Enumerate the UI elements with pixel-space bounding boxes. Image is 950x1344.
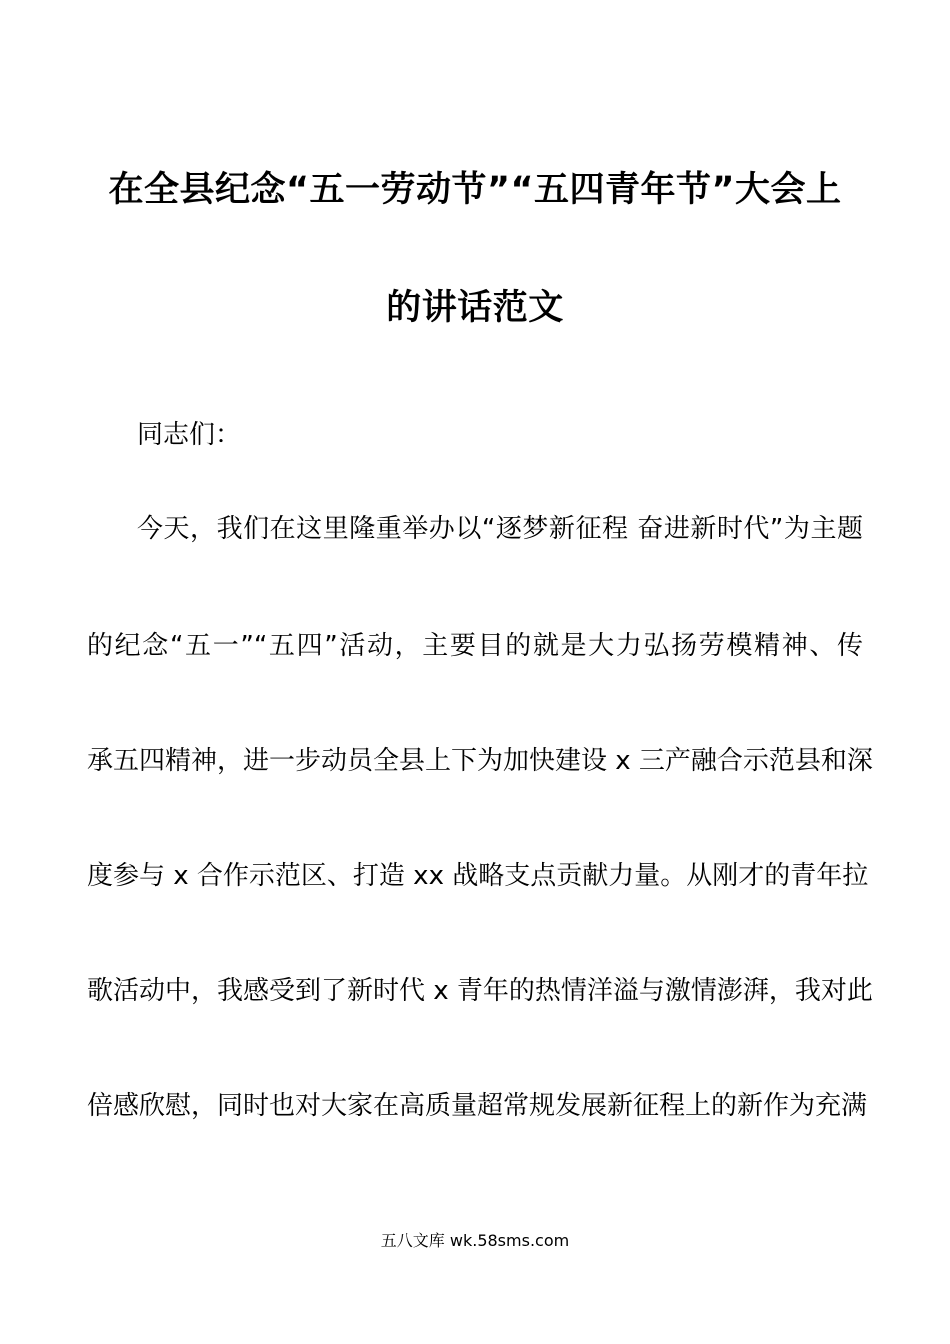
document-title-line-1: 在全县纪念“五一劳动节”“五四青年节”大会上 xyxy=(108,170,842,210)
footer-watermark: 五八文库 wk.58sms.com xyxy=(380,1231,570,1250)
body-line-6: 倍感欣慰，同时也对大家在高质量超常规发展新征程上的新作为充满 xyxy=(87,1091,868,1121)
body-line-5: 歌活动中，我感受到了新时代 x 青年的热情洋溢与激情澎湃，我对此 xyxy=(87,976,873,1006)
body-line-1: 今天，我们在这里隆重举办以“逐梦新征程 奋进新时代”为主题 xyxy=(137,514,863,544)
body-line-4: 度参与 x 合作示范区、打造 xx 战略支点贡献力量。从刚才的青年拉 xyxy=(87,861,869,891)
body-line-2: 的纪念“五一”“五四”活动，主要目的就是大力弘扬劳模精神、传 xyxy=(87,631,863,661)
document-title-line-2: 的讲话范文 xyxy=(386,288,564,328)
salutation: 同志们： xyxy=(137,420,242,450)
body-line-3: 承五四精神，进一步动员全县上下为加快建设 x 三产融合示范县和深 xyxy=(87,746,873,776)
